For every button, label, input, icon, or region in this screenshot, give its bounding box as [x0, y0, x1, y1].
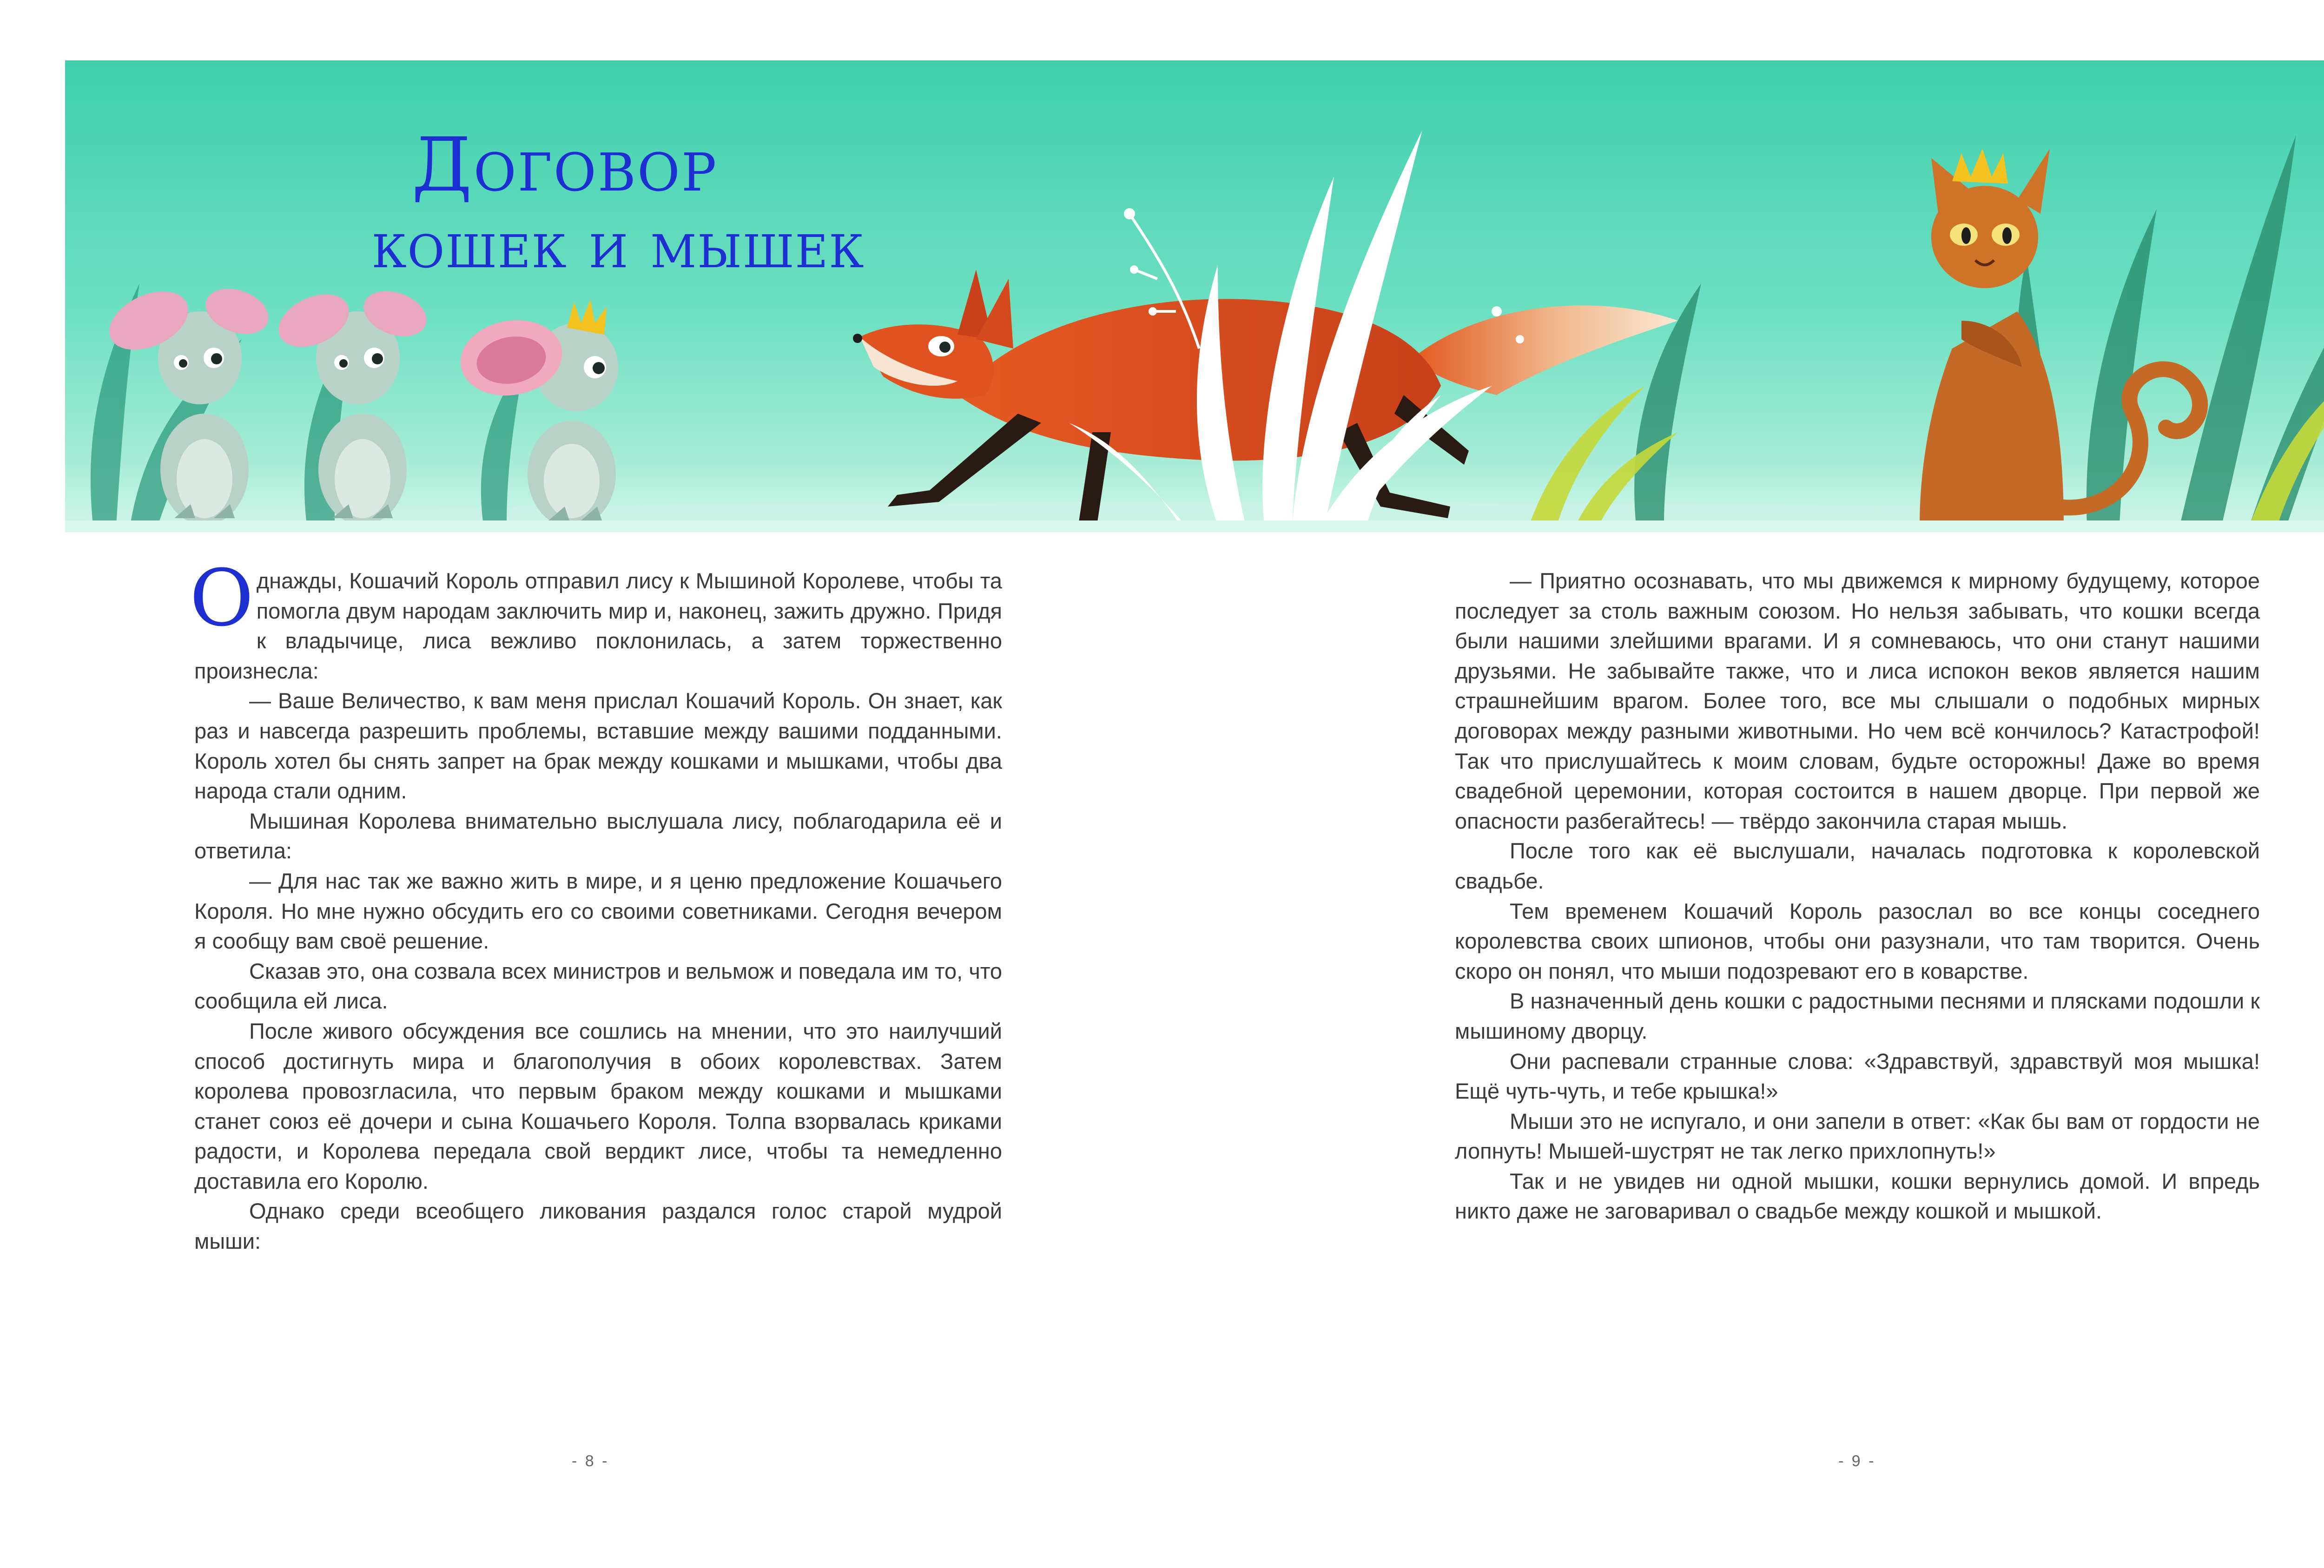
paragraph: После живого обсуждения все сошлись на мнении, что это наилучший способ достигнуть мира и благополучия в обоих королевствах. Затем королева провозгласила, что первым браком между кошками и мышками станет союз её дочери и сына Кошачьего Короля. Толпа взорвалась криками радости, и Королева передала свой вердикт лисе, чтобы та немедленно доставила его Королю.	[194, 1018, 1002, 1193]
story-title-line-2: кошек и мышек	[371, 208, 865, 283]
paragraph: Однажды, Кошачий Король отправил лису к Мышиной Королеве, чтобы та помогла двум народам заключить мир и, наконец, зажить дружно. Придя к владычице, лиса вежливо поклонилась, а затем торжественно произнесла:	[190, 553, 1002, 683]
paragraph: — Приятно осознавать, что мы движемся к мирному будущему, которое последует за столь важным союзом. Но нельзя забывать, что кошки всегда были нашими злейшими врагами. И я сомневаюсь, что они станут нашими друзьями. Не забывайте также, что и лиса испокон веков является нашим страшнейшим врагом. Более того, все мы слышали о подобных мирных договорах между разными животными. Но чем всё кончилось? Катастрофой! Так что прислушайтесь к моим словам, будьте осторожны! Даже во время свадебной церемонии, которая состоится в нашем дворце. При первой же опасности разбегайтесь! — твёрдо закончила старая мышь.	[1455, 568, 2260, 833]
paragraph: После того как её выслушали, началась подготовка к королевской свадьбе.	[1455, 838, 2260, 893]
paragraph: В назначенный день кошки с радостными песнями и плясками подошли к мышиному дворцу.	[1455, 988, 2260, 1043]
right-page-text	[1455, 566, 2260, 1226]
paragraph: Мышиная Королева внимательно выслушала лису, поблагодарила её и ответила:	[194, 808, 1002, 863]
left-page-text	[190, 553, 1002, 1257]
story-title-line-1: Договор	[411, 121, 718, 208]
paragraph: Мыши это не испугало, и они запели в ответ: «Как бы вам от гордости не лопнуть! Мышей-шустрят не так легко прихлопнуть!»	[1455, 1108, 2260, 1164]
paragraph: — Ваше Величество, к вам меня прислал Кошачий Король. Он знает, как раз и навсегда разрешить проблемы, вставшие между вашими подданными. Король хотел бы снять запрет на брак между кошками и мышками, чтобы два народа стали одним.	[194, 688, 1002, 804]
story-title	[65, 121, 1064, 283]
page-number-right: - 9 -	[1838, 1452, 1876, 1470]
drop-cap: О	[190, 553, 254, 644]
paragraph: — Для нас так же важно жить в мире, и я ценю предложение Кошачьего Короля. Но мне нужно обсудить его со своими советниками. Сегодня вечером я сообщу вам своё решение.	[194, 868, 1002, 954]
page-number-left: - 8 -	[572, 1452, 609, 1470]
paragraph: Однако среди всеобщего ликования раздался голос старой мудрой мыши:	[194, 1199, 1002, 1254]
paragraph: Сказав это, она созвала всех министров и вельмож и поведала им то, что сообщила ей лиса.	[194, 958, 1002, 1014]
paragraph: Так и не увидев ни одной мышки, кошки вернулись домой. И впредь никто даже не заговаривал о свадьбе между кошкой и мышкой.	[1455, 1168, 2260, 1224]
paragraph: Тем временем Кошачий Король разослал во все концы соседнего королевства своих шпионов, чтобы они разузнали, что там творится. Очень скоро он понял, что мыши подозревают его в коварстве.	[1455, 898, 2260, 983]
paragraph: Они распевали странные слова: «Здравствуй, здравствуй моя мышка! Ещё чуть-чуть, и тебе крышка!»	[1455, 1048, 2260, 1104]
illustration-banner	[65, 60, 2324, 532]
